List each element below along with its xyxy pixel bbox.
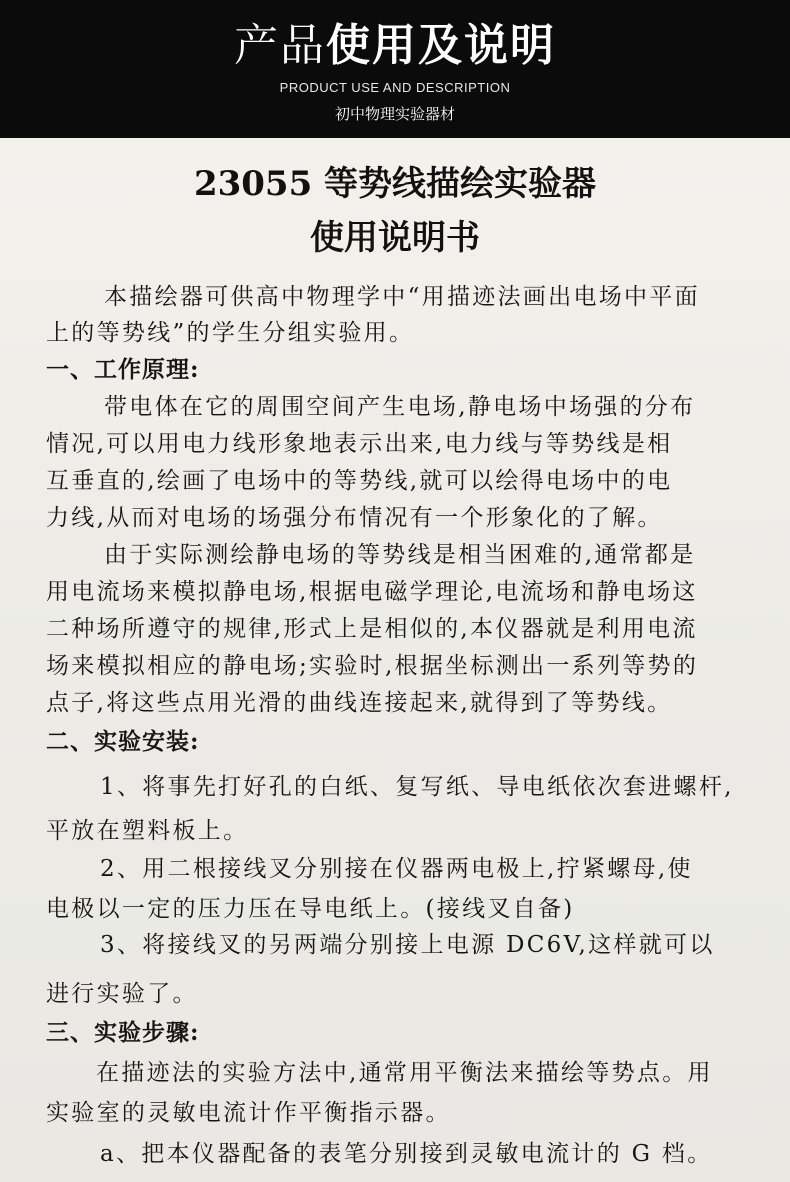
text-line: 点子,将这些点用光滑的曲线连接起来,就得到了等势线。 bbox=[46, 690, 673, 716]
text-line: a、把本仪器配备的表笔分别接到灵敏电流计的 G 档。 bbox=[100, 1141, 713, 1167]
document-title: 23055 等势线描绘实验器 bbox=[193, 164, 597, 204]
text-line: 进行实验了。 bbox=[46, 981, 198, 1007]
text-line: 用电流场来模拟静电场,根据电磁学理论,电流场和静电场这 bbox=[46, 579, 698, 605]
text-line: 电极以一定的压力压在导电纸上。(接线叉自备) bbox=[46, 896, 575, 922]
text-line: 2、用二根接线叉分别接在仪器两电极上,拧紧螺母,使 bbox=[100, 856, 693, 882]
text-line: 情况,可以用电力线形象地表示出来,电力线与等势线是相 bbox=[46, 431, 673, 457]
section-heading: 二、实验安装: bbox=[46, 728, 200, 755]
text-line: 在描迹法的实验方法中,通常用平衡法来描绘等势点。用 bbox=[96, 1060, 713, 1086]
document-subtitle: 使用说明书 bbox=[310, 218, 480, 258]
text-line: 3、将接线叉的另两端分别接上电源 DC6V,这样就可以 bbox=[100, 932, 715, 958]
banner-title bbox=[0, 18, 790, 74]
banner-title-bold: 使用及说明 bbox=[326, 20, 556, 71]
header-banner bbox=[0, 0, 790, 138]
text-line: 由于实际测绘静电场的等势线是相当困难的,通常都是 bbox=[104, 542, 696, 568]
text-line: 场来模拟相应的静电场;实验时,根据坐标测出一系列等势的 bbox=[46, 653, 699, 679]
instruction-sheet bbox=[0, 138, 790, 1182]
text-line: 实验室的灵敏电流计作平衡指示器。 bbox=[46, 1100, 451, 1126]
text-line: 带电体在它的周围空间产生电场,静电场中场强的分布 bbox=[104, 394, 696, 420]
section-heading: 一、工作原理: bbox=[46, 356, 200, 383]
text-line: 平放在塑料板上。 bbox=[46, 818, 249, 844]
text-line: 二种场所遵守的规律,形式上是相似的,本仪器就是利用电流 bbox=[46, 616, 698, 642]
banner-category: 初中物理实验器材 bbox=[334, 105, 455, 123]
text-line: 上的等势线”的学生分组实验用。 bbox=[46, 320, 415, 346]
section-heading: 三、实验步骤: bbox=[46, 1019, 200, 1046]
text-line: 互垂直的,绘画了电场中的等势线,就可以绘得电场中的电 bbox=[46, 468, 673, 494]
text-line: 力线,从而对电场的场强分布情况有一个形象化的了解。 bbox=[46, 505, 663, 531]
banner-subtitle: PRODUCT USE AND DESCRIPTION bbox=[279, 80, 511, 95]
text-line: 本描绘器可供高中物理学中“用描迹法画出电场中平面 bbox=[104, 284, 700, 310]
banner-title-light: 产品 bbox=[234, 20, 326, 71]
text-line: 1、将事先打好孔的白纸、复写纸、导电纸依次套进螺杆, bbox=[100, 774, 734, 800]
